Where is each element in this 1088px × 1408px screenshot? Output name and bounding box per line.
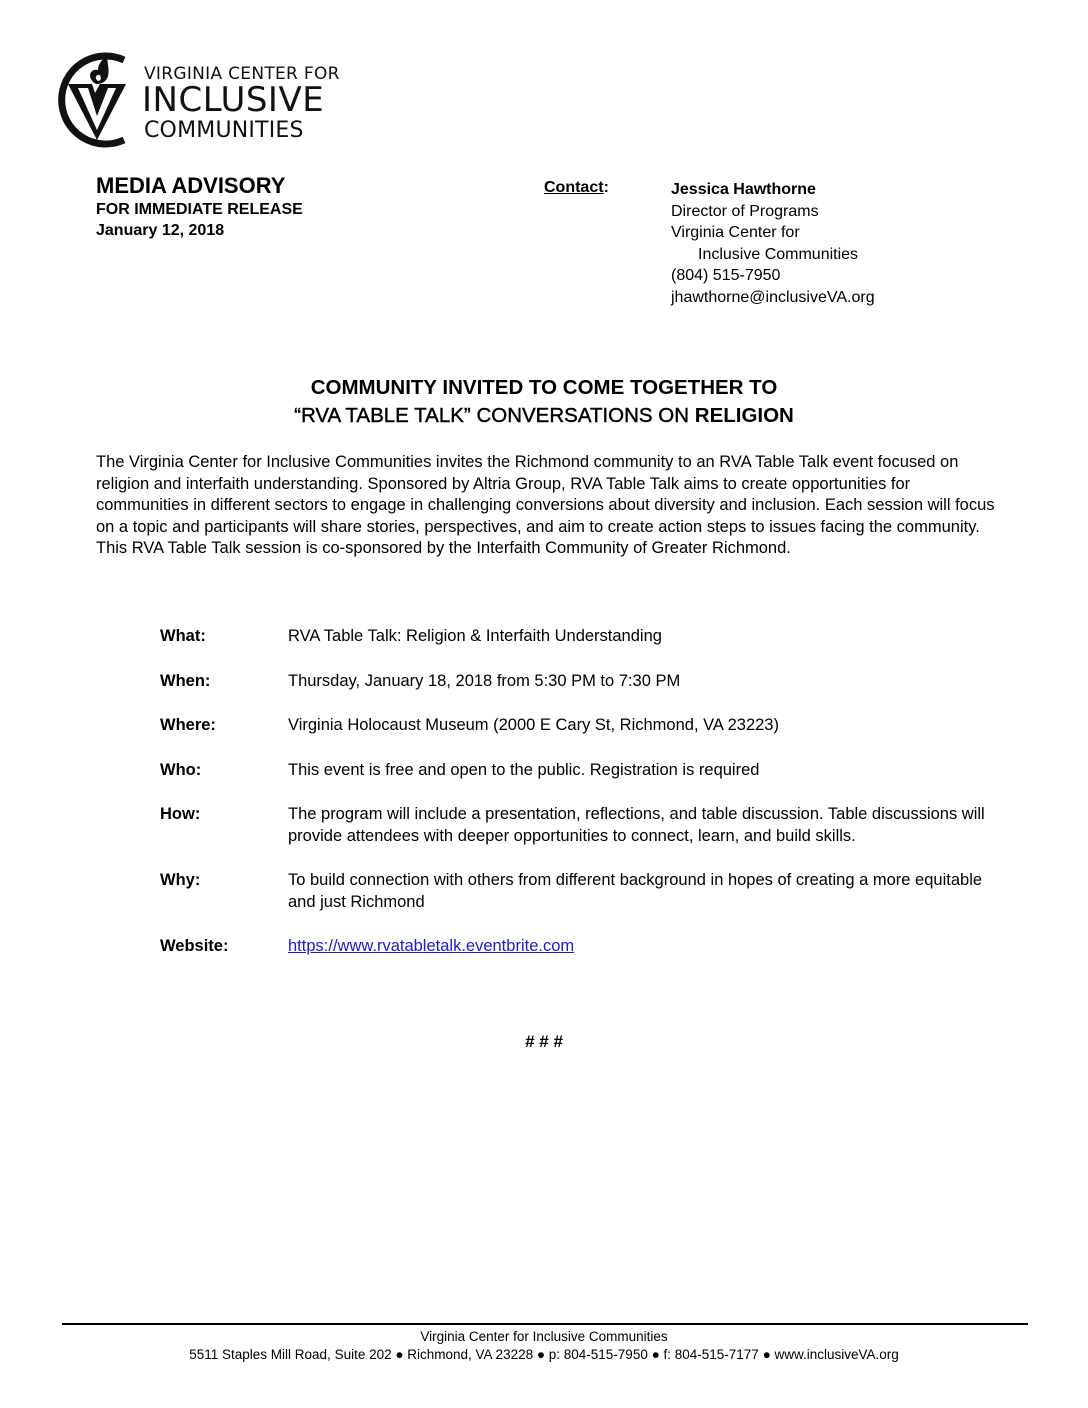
detail-label: How: [160,805,201,823]
contact-org-line-2: Inclusive Communities [698,245,859,263]
contact-email: jhawthorne@inclusiveVA.org [671,288,875,306]
detail-row-website [160,936,1000,958]
intro-paragraph: The Virginia Center for Inclusive Communities invites the Richmond community to an RVA Table Talk event focused on religion and interfaith understanding. Sponsored by Altria Group, RVA Table Talk aims to create opportunities for communities in different sectors to engage in challenging conversions about diversity and inclusion. Each session will focus on a topic and participants will share stories, perspectives, and aim to create action steps to issues facing the community. This RVA Table Talk session is co-sponsored by the Interfaith Community of Greater Richmond. [96,453,995,557]
release-label: FOR IMMEDIATE RELEASE [96,201,303,218]
headline-line-2 [0,402,1088,430]
footer [0,1328,1088,1364]
vcic-emblem-icon [48,50,148,150]
detail-value: To build connection with others from different background in hopes of creating a more equitable and just Richmond [288,871,983,911]
advisory-block [96,173,303,241]
detail-value: Thursday, January 18, 2018 from 5:30 PM to 7:30 PM [288,671,681,690]
detail-label: Why: [160,871,201,889]
detail-label: Website: [160,937,229,955]
detail-label: What: [160,627,206,645]
detail-row-why [160,870,1000,913]
headline-emphasis: RELIGION [694,404,794,427]
detail-value [288,936,988,958]
website-link[interactable]: https://www.rvatabletalk.eventbrite.com [288,937,575,955]
detail-row-who [160,760,1000,782]
contact-label-colon: : [603,179,609,196]
contact-name: Jessica Hawthorne [671,181,816,198]
advisory-title: MEDIA ADVISORY [96,173,286,198]
detail-label: Who: [160,760,202,779]
headline-line-2-text: “RVA TABLE TALK” CONVERSATIONS ON [294,404,695,427]
detail-row-where [160,715,1000,737]
vcic-logo [48,50,338,150]
footer-address: 5511 Staples Mill Road, Suite 202 ● Richmond, VA 23228 ● p: 804-515-7950 ● f: 804-515-7177 ● www.inclusiveVA.org [189,1347,899,1362]
detail-value: RVA Table Talk: Religion & Interfaith Understanding [288,627,662,645]
detail-value: The program will include a presentation, reflections, and table discussion. Table discussions will provide attendees with deeper opportunities to connect, learn, and build skills. [288,805,985,845]
detail-row-what [160,626,1000,648]
footer-divider [62,1323,1028,1325]
end-mark: # # # [525,1032,563,1051]
logo-line-1: VIRGINIA CENTER FOR [144,64,340,84]
contact-title: Director of Programs [671,202,819,220]
contact-label [544,179,609,197]
headline [0,374,1088,430]
footer-org: Virginia Center for Inclusive Communities [420,1329,668,1344]
headline-line-1: COMMUNITY INVITED TO COME TOGETHER TO [310,376,778,399]
advisory-date: January 12, 2018 [96,222,225,239]
detail-row-when [160,671,1000,693]
detail-label: Where: [160,716,216,734]
contact-org-line-1: Virginia Center for [671,224,800,241]
contact-block [671,179,875,308]
detail-row-how [160,804,1000,847]
logo-line-3: COMMUNITIES [144,118,304,143]
detail-value: This event is free and open to the public. Registration is required [288,760,760,779]
contact-phone: (804) 515-7950 [671,267,781,284]
logo-line-2: INCLUSIVE [142,80,325,120]
contact-label-text: Contact [544,179,604,196]
detail-value: Virginia Holocaust Museum (2000 E Cary St, Richmond, VA 23223) [288,716,779,734]
event-details [160,626,1000,958]
detail-label: When: [160,671,211,690]
